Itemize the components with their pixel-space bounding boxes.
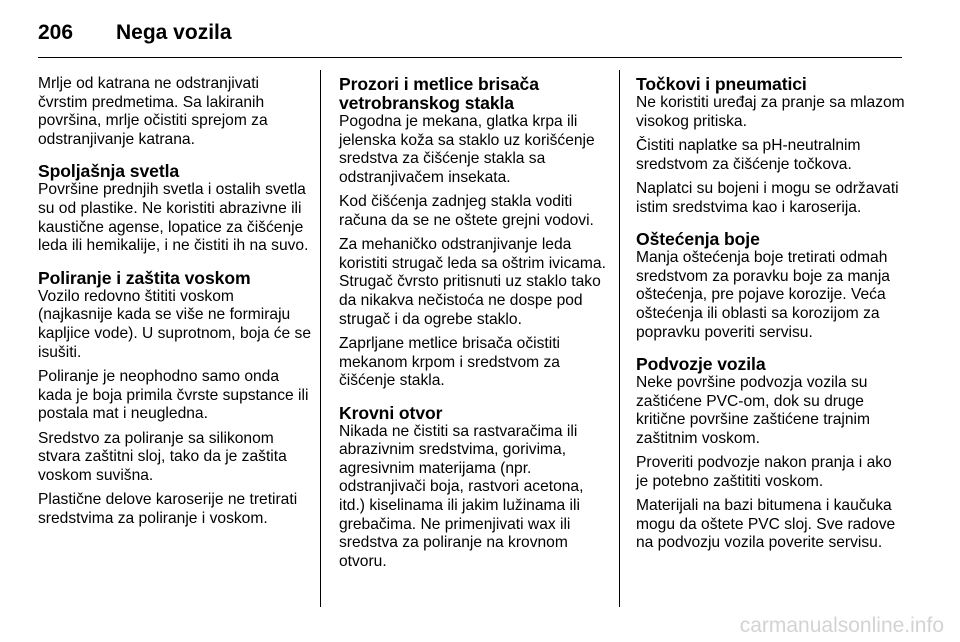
column-divider-1 [320, 70, 321, 607]
paragraph: Vozilo redovno štititi voskom (najkasnije kada se više ne formiraju kapljice vode). U suprotnom, boja će se isušiti. [38, 287, 312, 361]
section-heading-windows-wipers: Prozori i metlice brisača vetrobranskog stakla [339, 74, 539, 113]
paragraph: Naplatci su bojeni i mogu se održavati istim sredstvima kao i karoserija. [636, 179, 899, 216]
column-1 [38, 62, 312, 528]
paragraph: Plastične delove karoserije ne tretirati sredstvima za poliranje i voskom. [38, 491, 298, 527]
column-3 [636, 62, 908, 553]
section-heading-underbody: Podvozje vozila [636, 354, 766, 375]
paragraph: Pogodna je mekana, glatka krpa ili jelenska koža sa staklo uz korišćenje sredstva za čišćenje stakla sa odstranjivačem insekata. [339, 113, 595, 186]
section-heading-polishing-waxing: Poliranje i zaštita voskom [38, 267, 251, 288]
section-heading-exterior-lights: Spoljašnja svetla [38, 161, 180, 182]
page-header [38, 18, 232, 48]
paragraph: Površine prednjih svetla i ostalih svetla su od plastike. Ne koristiti abrazivne ili kaustične agense, lopatice za čišćenje leda ili hemikalije, i ne čistiti ih na suvo. [38, 181, 309, 255]
header-rule [38, 57, 902, 58]
paragraph: Zaprljane metlice brisača očistiti mekanom krpom i sredstvom za čišćenje stakla. [339, 334, 560, 390]
paragraph: Ne koristiti uređaj za pranje sa mlazom visokog pritiska. [636, 94, 905, 130]
column-divider-2 [619, 70, 620, 607]
section-heading-sunroof: Krovni otvor [339, 402, 443, 423]
paragraph: Za mehaničko odstranjivanje leda koristiti strugač leda sa oštrim ivicama. Strugač čvrsto pritisnuti uz staklo tako da nikakva nečistoća ne dospe pod strugač i da ogrebe staklo. [339, 236, 606, 328]
paragraph: Nikada ne čistiti sa rastvaračima ili abrazivnim sredstvima, gorivima, agresivnim materijama (npr. odstranjivači boja, rastvori acetona, itd.) kiselinama ili jakim lužinama ili grebačima. Ne primenjivati wax ili sredstva za poliranje na krovnom otvoru. [339, 422, 584, 570]
paragraph: Čistiti naplatke sa pH-neutralnim sredstvom za čišćenje točkova. [636, 136, 861, 173]
page-number: 206 [38, 21, 74, 44]
section-heading-paint-damage: Oštećenja boje [636, 229, 760, 250]
paragraph: Neke površine podvozja vozila su zaštićene PVC-om, dok su druge kritične površine zaštićene trajnim zaštitnim voskom. [636, 374, 870, 447]
paragraph: Proveriti podvozje nakon pranja i ako je potebno zaštititi voskom. [636, 454, 892, 490]
column-2 [339, 62, 611, 571]
paragraph: Materijali na bazi bitumena i kaučuka mogu da oštete PVC sloj. Sve radove na podvozju vozila poverite servisu. [636, 497, 896, 552]
section-heading-wheels-tyres: Točkovi i pneumatici [636, 74, 807, 94]
paragraph: Poliranje je neophodno samo onda kada je boja primila čvrste supstance ili postala mat i neugledna. [38, 367, 309, 423]
intro-paragraph: Mrlje od katrana ne odstranjivati čvrstim predmetima. Sa lakiranih površina, mrlje očistiti sprejom za odstranjivanje katrana. [38, 75, 268, 148]
paragraph: Sredstvo za poliranje sa silikonom stvara zaštitni sloj, tako da je zaštita voskom suvišna. [38, 429, 287, 484]
paragraph: Kod čišćenja zadnjeg stakla voditi računa da se ne oštete grejni vodovi. [339, 193, 594, 229]
paragraph: Manja oštećenja boje tretirati odmah sredstvom za poravku boje za manja oštećenja, pre pojave korozije. Veća oštećenja ili oblasti sa korozijom za popravku poveriti servisu. [636, 249, 890, 341]
watermark-text: carmanualsonline.info [739, 614, 944, 637]
page-title: Nega vozila [116, 21, 232, 44]
